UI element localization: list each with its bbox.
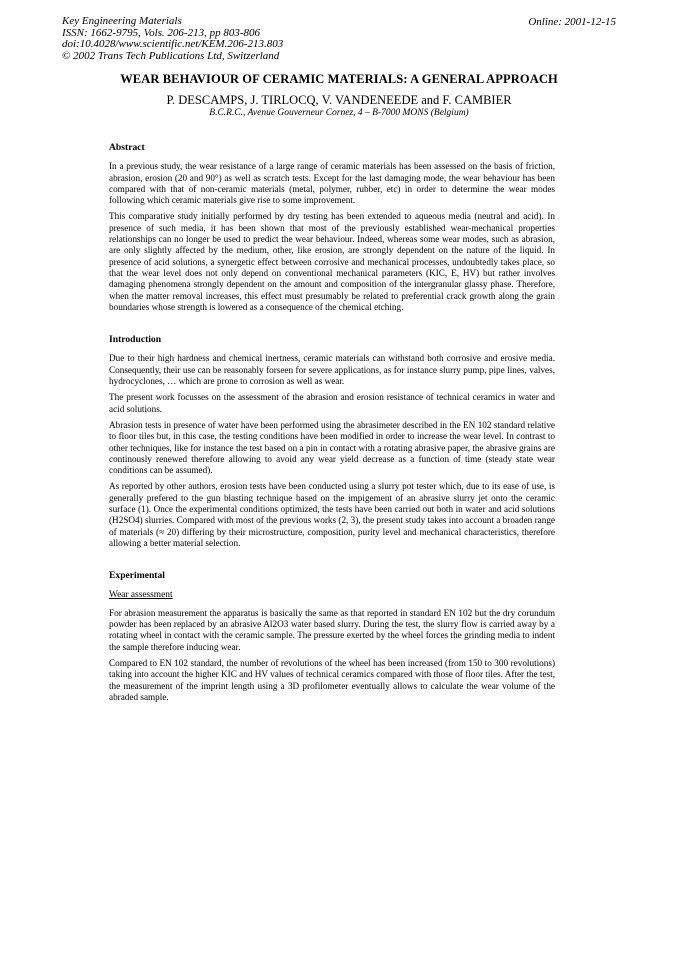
paper-body (109, 142, 555, 708)
experimental-paragraph: For abrasion measurement the apparatus is basically the same as that reported in standard EN 102 but the dry corundum powder has been replaced by an abrasive Al2O3 water based slurry. During the test, the slurry flow is carried away by a rotating wheel in contact with the ceramic sample. The pressure exerted by the wheel forces the grinding media to indent the sample therefore inducing wear. (109, 607, 555, 652)
experimental-section (109, 570, 555, 703)
abstract-section (109, 142, 555, 313)
abstract-paragraph: In a previous study, the wear resistance of a large range of ceramic materials has been assessed on the basis of friction, abrasion, erosion (20 and 90°) as well as scratch tests. Except for the last damaging mode, the wear behaviour has been compared with that of non-ceramic materials (metal, polymer, rubber, etc) in order to determine the wear modes following which ceramic materials give rise to some improvement. (109, 161, 555, 206)
wear-assessment-subheading: Wear assessment (109, 589, 173, 600)
introduction-paragraph: Abrasion tests in presence of water have been performed using the abrasimeter described in the EN 102 standard relative to floor tiles but, in this case, the testing conditions have been modified in order to increase the wear level. In contrast to other techniques, like for instance the test based on a pin in contact with a rotating abrasive paper, the abrasive grains are continously renewed therefore allowing to avoid any wear yield decrease as a function of time (steady state wear conditions can be assumed). (109, 419, 555, 476)
abstract-paragraph: This comparative study initially performed by dry testing has been extended to aqueous media (neutral and acid). In presence of such media, it has been shown that most of the previously established wear-mechanical properties relationships can no longer be used to predict the wear behaviour. Indeed, whereas some wear modes, such as abrasion, are only slightly affected by the medium, other, like erosion, are strongly dependent on the nature of the liquid. In presence of acid solutions, a synergetic effect between corrosive and mechanical processes, undoubtedly takes place, so that the wear level does not only depend on conventional mechanical parameters (KIC, E, HV) but rather involves damaging phenomena strongly dependent on the amount and composition of the intergranular glassy phase. Therefore, when the matter removal increases, this effect must presumably be related to preferential crack growth along the grain boundaries whose strength is lowered as a consequence of the chemical etching. (109, 211, 555, 312)
introduction-section (109, 334, 555, 549)
doi-line: doi:10.4028/www.scientific.net/KEM.206-213.803 (62, 38, 284, 50)
introduction-paragraph: As reported by other authors, erosion tests have been conducted using a slurry pot tester which, due to its ease of use, is generally prefered to the gun blasting technique based on the impigement of an abrasive slurry jet onto the ceramic surface (1). Once the experimental conditions optimized, the tests have been carried out both in water and acid solutions (H2SO4) slurries. Compared with most of the previous works (2, 3), the present study takes into account a broaden range of materials (≈ 20) differing by their microstructure, composition, purity level and mechanical characteristics, therefore allowing a better material selection. (109, 481, 555, 548)
issn-line: ISSN: 1662-9795, Vols. 206-213, pp 803-806 (62, 26, 260, 39)
affiliation: B.C.R.C., Avenue Gouverneur Cornez, 4 – B-7000 MONS (Belgium) (209, 108, 469, 118)
authors: P. DESCAMPS, J. TIRLOCQ, V. VANDENEEDE and F. CAMBIER (166, 93, 512, 107)
experimental-heading: Experimental (109, 570, 165, 582)
introduction-paragraph: Due to their high hardness and chemical inertness, ceramic materials can withstand both corrosive and erosive media. Consequently, their use can be reasonably forseen for severe applications, as for instance slurry pump, pipe lines, valves, hydrocyclones, … which are prone to corrosion as well as wear. (109, 353, 555, 387)
copyright-line: © 2002 Trans Tech Publications Ltd, Switzerland (62, 49, 280, 62)
paper-title: WEAR BEHAVIOUR OF CERAMIC MATERIALS: A GENERAL APPROACH (120, 72, 558, 86)
online-date: Online: 2001-12-15 (528, 16, 616, 28)
introduction-paragraph: The present work focusses on the assessment of the abrasion and erosion resistance of technical ceramics in water and acid solutions. (109, 392, 555, 414)
journal-header (62, 16, 283, 62)
abstract-heading: Abstract (109, 142, 145, 153)
introduction-heading: Introduction (109, 334, 162, 346)
experimental-paragraph: Compared to EN 102 standard, the number of revolutions of the wheel has been increased (from 150 to 300 revolutions) taking into account the higher KIC and HV values of technical ceramics compared with those of floor tiles. After the test, the measurement of the imprint length using a 3D profilometer eventually allows to calculate the wear volume of the abraded sample. (109, 657, 555, 702)
journal-name: Key Engineering Materials (62, 15, 182, 27)
